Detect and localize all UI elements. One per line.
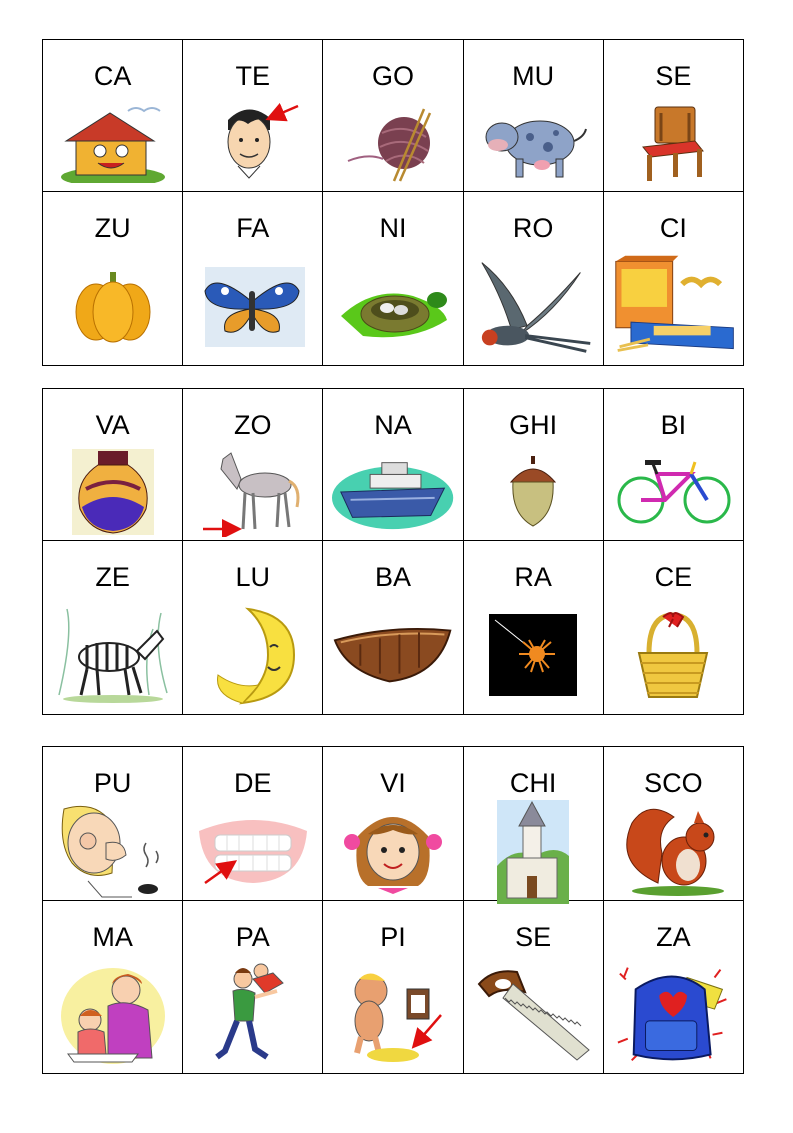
syllable-label: BA — [374, 562, 411, 592]
teeth-icon — [193, 811, 313, 891]
syllable-label: MU — [512, 61, 555, 91]
syllable-label: ZE — [95, 562, 130, 592]
syllable-label: NI — [379, 213, 407, 243]
backpack-icon — [612, 959, 735, 1069]
card-sco — [603, 747, 743, 901]
syllable-label: ZU — [94, 213, 131, 243]
syllable-label: GHI — [509, 410, 558, 440]
horse-hoof-icon — [193, 447, 313, 537]
card-lu — [183, 541, 323, 715]
card-mu — [463, 40, 603, 192]
card-fa — [183, 192, 323, 366]
nest-icon — [333, 266, 453, 346]
card-sheet-1 — [42, 39, 744, 366]
syllable-label: FA — [236, 213, 270, 243]
girl-face-icon — [338, 806, 448, 896]
card-pa — [183, 901, 323, 1074]
card-se-saw — [463, 901, 603, 1074]
pee-icon — [335, 959, 450, 1069]
card-de — [183, 747, 323, 901]
syllable-label: VI — [380, 768, 406, 798]
head-icon — [198, 100, 308, 185]
card-ba — [323, 541, 463, 715]
butterfly-icon — [195, 261, 310, 351]
card-se-chair — [603, 40, 743, 192]
bicycle-icon — [613, 452, 733, 532]
zebra-icon — [53, 605, 173, 705]
card-pi — [323, 901, 463, 1074]
syllable-label: BI — [660, 410, 687, 440]
card-zo — [183, 389, 323, 541]
boat-icon — [331, 620, 454, 690]
ship-icon — [331, 452, 454, 532]
card-ro — [463, 192, 603, 366]
syllable-label: SCO — [644, 768, 703, 798]
syllable-label: PA — [235, 922, 270, 952]
syllable-label: RO — [512, 213, 554, 243]
syllable-label: VA — [95, 410, 130, 440]
card-ca — [43, 40, 183, 192]
chair-icon — [633, 103, 713, 183]
card-chi — [463, 747, 603, 901]
card-ce — [603, 541, 743, 715]
syllable-label: ZO — [234, 410, 272, 440]
card-te — [183, 40, 323, 192]
moon-icon — [208, 605, 298, 705]
card-ni — [323, 192, 463, 366]
cereal-pasta-icon — [612, 253, 735, 358]
card-va — [43, 389, 183, 541]
card-ma — [43, 901, 183, 1074]
saw-icon — [473, 964, 593, 1064]
card-ci — [603, 192, 743, 366]
card-za — [603, 901, 743, 1074]
card-na — [323, 389, 463, 541]
syllable-label: CA — [93, 61, 132, 91]
house-icon — [58, 103, 168, 183]
syllable-label: RA — [514, 562, 552, 592]
syllable-label: CE — [654, 562, 693, 592]
cow-icon — [476, 103, 591, 183]
card-bi — [603, 389, 743, 541]
syllable-label: SE — [655, 61, 692, 91]
syllable-label: CI — [659, 213, 687, 243]
syllable-label: ZA — [656, 922, 691, 952]
vase-icon — [68, 447, 158, 537]
syllable-label: CHI — [509, 768, 557, 798]
spider-icon — [487, 612, 579, 698]
swallow-icon — [472, 256, 595, 356]
card-ghi — [463, 389, 603, 541]
smell-icon — [58, 803, 168, 898]
father-child-icon — [213, 959, 293, 1069]
acorn-icon — [493, 452, 573, 532]
basket-icon — [633, 607, 713, 702]
card-ra — [463, 541, 603, 715]
mother-child-icon — [58, 962, 168, 1067]
syllable-label: SE — [515, 922, 552, 952]
squirrel-icon — [618, 803, 728, 898]
card-zu — [43, 192, 183, 366]
pumpkin-icon — [68, 266, 158, 346]
card-go — [323, 40, 463, 192]
card-sheet-2 — [42, 388, 744, 715]
card-pu — [43, 747, 183, 901]
card-sheet-3 — [42, 746, 744, 1074]
syllable-label: PI — [380, 922, 406, 952]
yarn-ball-icon — [338, 103, 448, 183]
card-ze — [43, 541, 183, 715]
syllable-label: PU — [93, 768, 132, 798]
card-vi — [323, 747, 463, 901]
syllable-label: TE — [235, 61, 271, 91]
syllable-label: MA — [92, 922, 133, 952]
syllable-label: LU — [235, 562, 271, 592]
syllable-label: NA — [374, 410, 412, 440]
church-icon — [495, 796, 571, 906]
syllable-label: GO — [371, 61, 414, 91]
syllable-label: DE — [234, 768, 272, 798]
